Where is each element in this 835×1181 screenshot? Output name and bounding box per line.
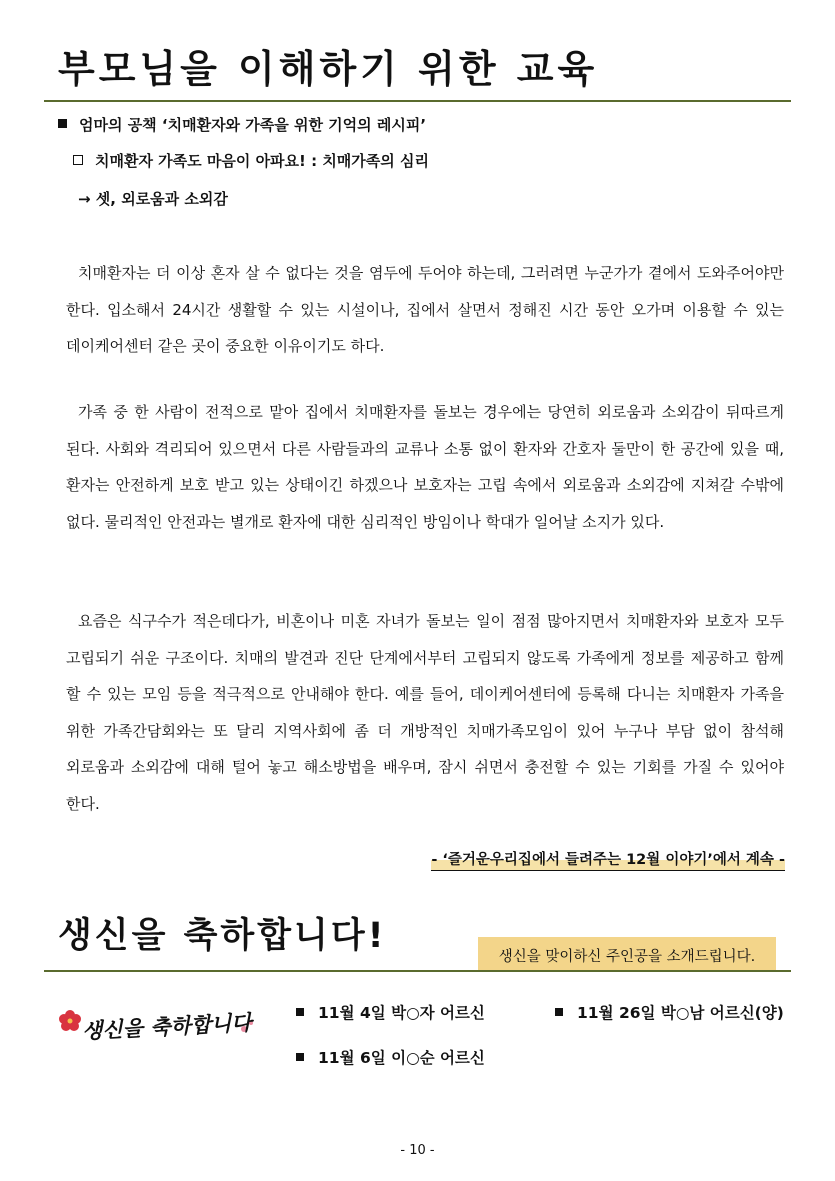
page-number: - 10 - [400,1143,435,1158]
square-bullet-icon [296,1008,304,1016]
paragraph-3: 요즘은 식구수가 적은데다가, 비혼이나 미혼 자녀가 돌보는 일이 점점 많아지면서 치매환자와 보호자 모두 고립되기 쉬운 구조이다. 치매의 발견과 진단 단계에서부터 고립되지 않도록 가족에게 정보를 제공하고 함께 할 수 있는 모임 등을 적극적으로 안내해야 한다. 예를 들어, 데이케어센터에 등록해 다니는 치매환자 가족을 위한 가족간담회와는 또 달리 지역사회에 좀 더 개방적인 치매가족모임이 있어 누구나 부담 없이 참석해 외로움과 소외감에 대해 털어 놓고 해소방법을 배우며, 잠시 쉬면서 충전할 수 있는 기회를 가질 수 있어야 한다. [66,612,784,813]
topic-heading: → 셋, 외로움과 소외감 [78,190,228,208]
page-title: 부모님을 이해하기 위한 교육 [58,47,599,91]
main-heading [58,114,426,135]
title-divider [44,100,791,102]
sub-heading-text: 치매환자 가족도 마음이 아파요! : 치매가족의 심리 [95,152,429,170]
birthday-title: 생신을 축하합니다! [58,916,387,956]
birthday-item-2 [555,1001,784,1023]
birthday-item-text: 11월 6일 이○순 어르신 [318,1049,485,1067]
square-bullet-icon [296,1053,304,1061]
square-bullet-icon [555,1008,563,1016]
source-note: - ‘즐거운우리집에서 들려주는 12월 이야기’에서 계속 - [431,848,785,871]
birthday-item-3 [296,1046,485,1068]
birthday-tag: 생신을 맞이하신 주인공을 소개드립니다. [478,937,776,970]
main-heading-text: 엄마의 공책 ‘치매환자와 가족을 위한 기억의 레시피’ [79,116,427,134]
birthday-item-text: 11월 4일 박○자 어르신 [318,1004,485,1022]
birthday-logo [58,1003,258,1053]
birthday-divider [44,970,791,972]
sub-heading [73,150,429,171]
paragraph-1: 치매환자는 더 이상 혼자 살 수 없다는 것을 염두에 두어야 하는데, 그러려면 누군가가 곁에서 도와주어야만 한다. 입소해서 24시간 생활할 수 있는 시설이나, 집에서 살면서 정해진 시간 동안 오가며 이용할 수 있는 데이케어센터 같은 곳이 중요한 이유이기도 하다. [66,264,784,356]
paragraph-2: 가족 중 한 사람이 전적으로 맡아 집에서 치매환자를 돌보는 경우에는 당연히 외로움과 소외감이 뒤따르게 된다. 사회와 격리되어 있으면서 다른 사람들과의 교류나 소통 없이 환자와 간호자 둘만이 한 공간에 있을 때, 환자는 안전하게 보호 받고 있는 상태이긴 하겠으나 보호자는 고립 속에서 외로움과 소외감에 지쳐갈 수밖에 없다. 물리적인 안전과는 별개로 환자에 대한 심리적인 방임이나 학대가 일어날 소지가 있다. [66,403,784,531]
hollow-square-bullet-icon [73,155,83,165]
square-bullet-icon [58,119,67,128]
birthday-item-text: 11월 26일 박○남 어르신(양) [577,1004,784,1022]
birthday-item-1 [296,1001,485,1023]
birthday-logo-text: 생신을 축하합니다 [81,1009,253,1044]
